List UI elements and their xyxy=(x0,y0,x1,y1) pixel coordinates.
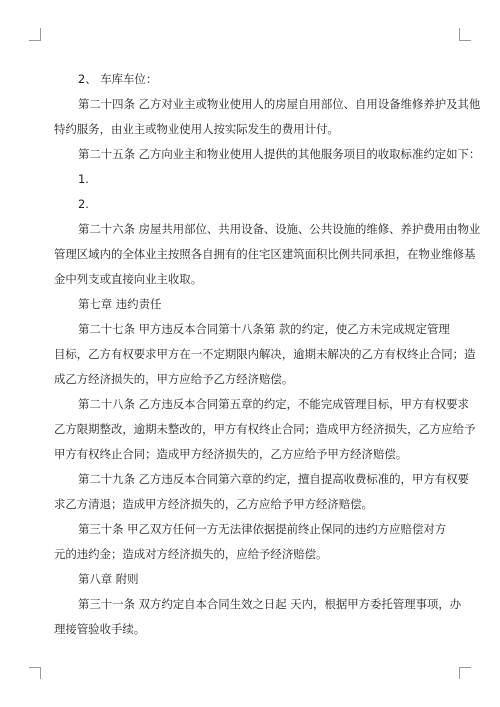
article-24-line-2: 特约服务，由业主或物业使用人按实际发生的费用计付。 xyxy=(54,122,339,136)
article-29-line-1: 第二十九条 乙方违反本合同第六章的约定，擅自提高收费标准的，甲方有权要 xyxy=(78,472,469,486)
article-27-line-1: 第二十七条 甲方违反本合同第十八条第 款的约定，使乙方未完成规定管理 xyxy=(78,322,450,336)
chapter-8-heading: 第八章 附则 xyxy=(78,572,139,586)
list-item-1: 1. xyxy=(78,172,89,186)
article-24-line-1: 第二十四条 乙方对业主或物业使用人的房屋自用部位、自用设备维修养护及其他 xyxy=(78,97,481,111)
article-25-line-1: 第二十五条 乙方向业主和物业使用人提供的其他服务项目的收取标准约定如下： xyxy=(78,147,481,161)
article-28-line-1: 第二十八条 乙方违反本合同第五章的约定，不能完成管理目标，甲方有权要求 xyxy=(78,397,469,411)
crop-mark-bottom-right-v xyxy=(459,667,460,679)
crop-mark-top-right-h xyxy=(459,40,471,41)
crop-mark-top-left-v xyxy=(40,28,41,40)
list-item-2: 2. xyxy=(78,197,89,211)
section-heading-parking: 2、 车库车位： xyxy=(78,72,158,86)
article-26-line-1: 第二十六条 房屋共用部位、共用设备、设施、公共设施的维修、养护费用由物业 xyxy=(78,222,481,236)
crop-mark-bottom-left-v xyxy=(40,667,41,679)
article-30-line-2: 元的违约金；造成对方经济损失的，应给予经济赔偿。 xyxy=(54,547,328,561)
article-26-line-2: 管理区域内的全体业主按照各自拥有的住宅区建筑面积比例共同承担，在物业维修基 xyxy=(54,247,476,261)
chapter-7-heading: 第七章 违约责任 xyxy=(78,297,162,311)
article-27-line-3: 成乙方经济损失的，甲方应给予乙方经济赔偿。 xyxy=(54,372,294,386)
article-30-line-1: 第三十条 甲乙双方任何一方无法律依据提前终止保同的违约方应赔偿对方 xyxy=(78,522,447,536)
crop-mark-top-left-h xyxy=(29,40,41,41)
crop-mark-bottom-right-h xyxy=(459,667,471,668)
article-28-line-2: 乙方限期整改，逾期未整改的，甲方有权终止合同；造成甲方经济损失，乙方应给予 xyxy=(54,422,476,436)
article-27-line-2: 目标，乙方有权要求甲方在一不定期限内解决，逾期未解决的乙方有权终止合同；造 xyxy=(54,347,476,361)
article-28-line-3: 甲方有权终止合同；造成甲方经济损失的，乙方应给予甲方经济赔偿。 xyxy=(54,447,408,461)
article-31-line-1: 第三十一条 双方约定自本合同生效之日起 天内，根据甲方委托管理事项，办 xyxy=(78,597,462,611)
article-29-line-2: 求乙方清退；造成甲方经济损失的，乙方应给予甲方经济赔偿。 xyxy=(54,497,373,511)
article-31-line-2: 理接管验收手续。 xyxy=(54,622,146,636)
article-26-line-3: 金中列支或直接向业主收取。 xyxy=(54,272,203,286)
crop-mark-top-right-v xyxy=(459,28,460,40)
